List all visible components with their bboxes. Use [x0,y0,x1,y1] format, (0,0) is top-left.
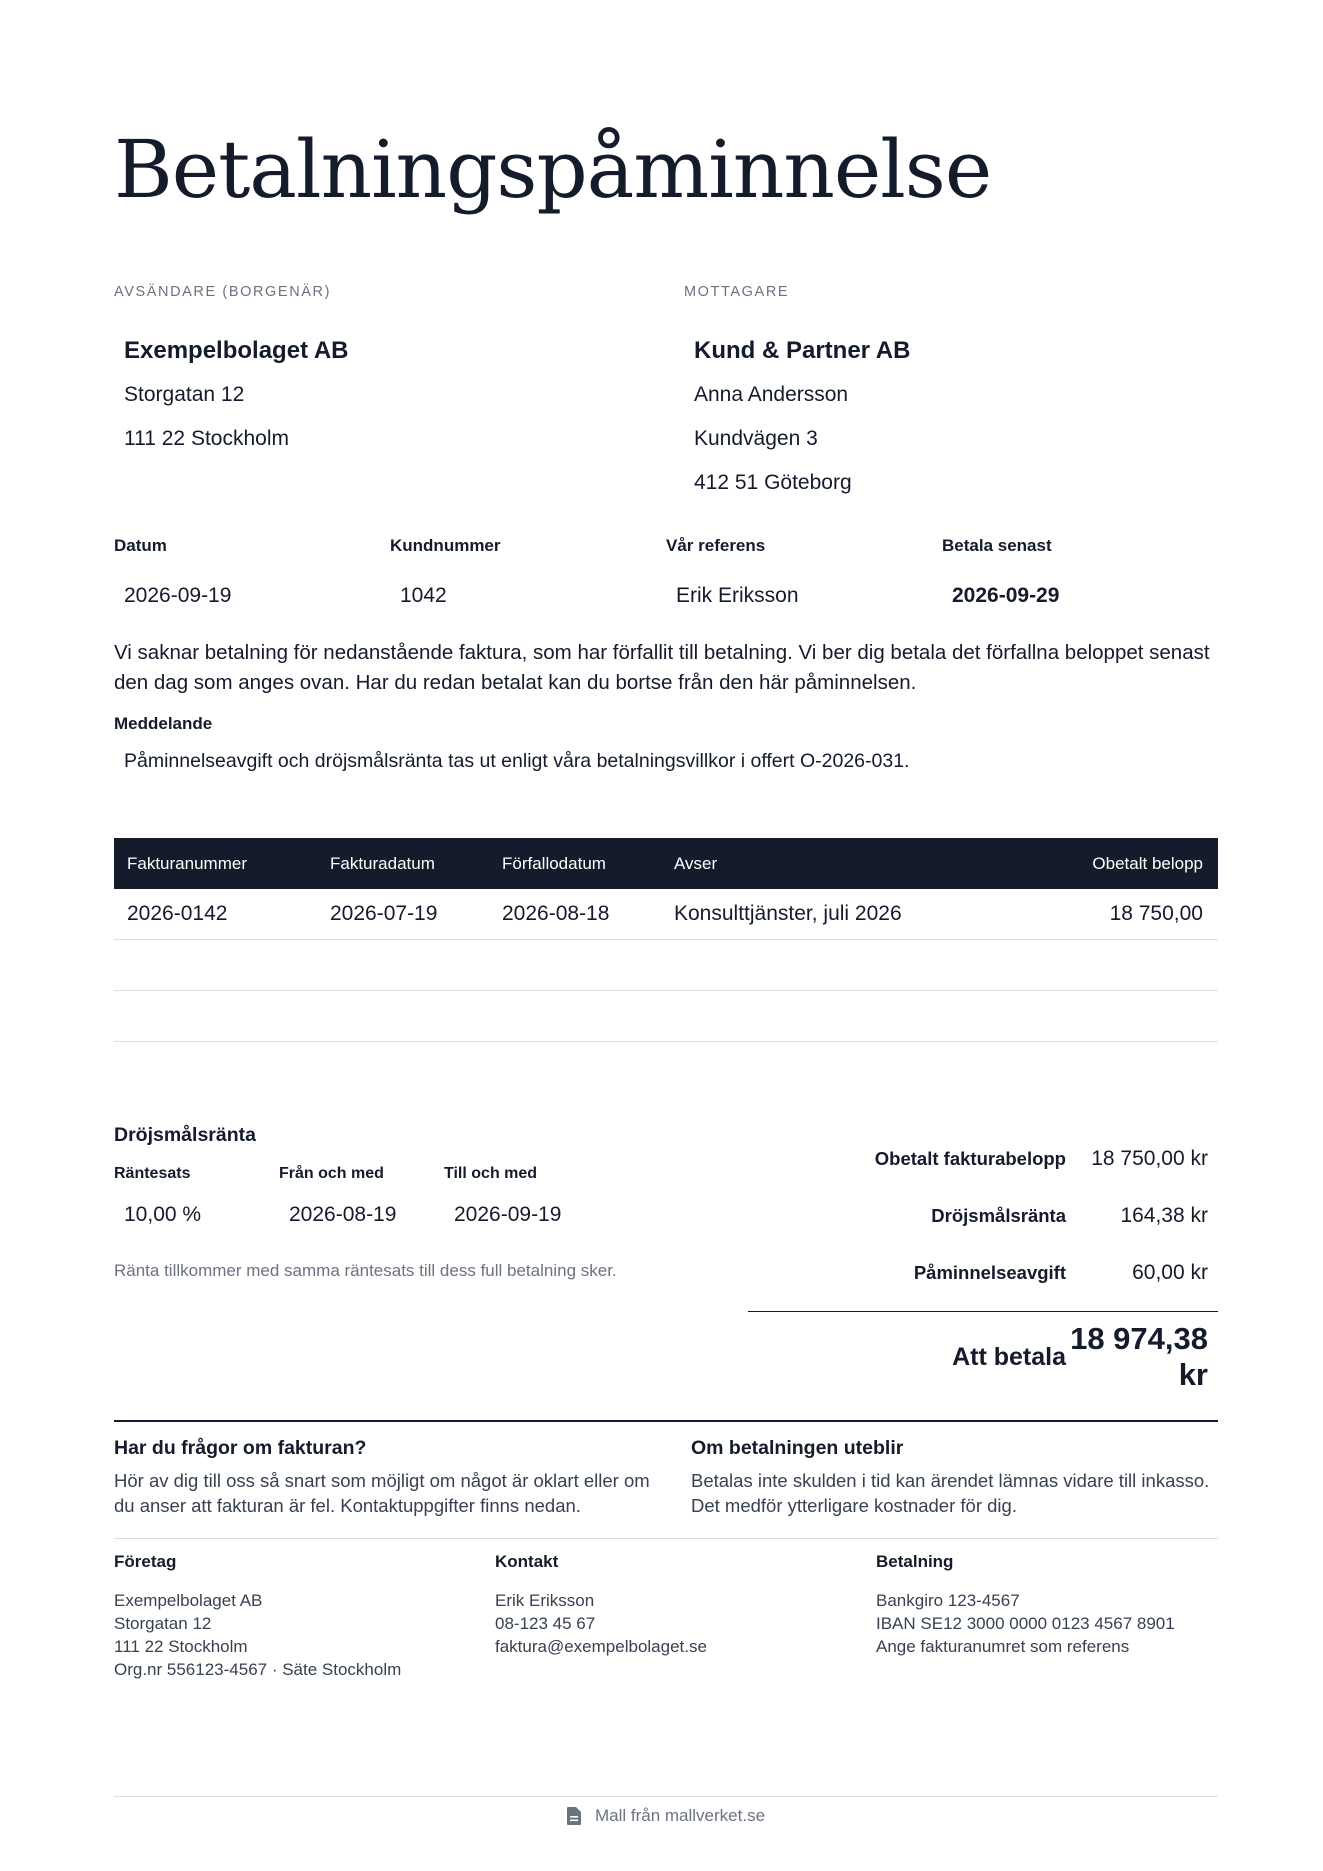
document-icon [567,1807,581,1825]
recipient-address-line: 412 51 Göteborg [694,471,852,494]
interest-heading: Dröjsmålsränta [114,1124,256,1146]
grand-total-row [748,1312,1218,1402]
column-header: Avser [674,853,718,873]
table-cell: 18 750,00 [1109,902,1203,925]
grand-total-value: 18 974,38 kr [1070,1321,1208,1392]
table-row [114,889,1218,940]
totals-row [748,1244,1218,1301]
meta-label: Vår referens [666,536,766,555]
sender-address-line: 111 22 Stockholm [124,427,289,450]
table-cell: 2026-0142 [127,902,228,925]
sender-name: Exempelbolaget AB [124,337,349,364]
footer-divider [114,1538,1218,1539]
totals-row [748,1130,1218,1187]
totals-row [748,1187,1218,1244]
meta-date [114,536,390,608]
meta-reference [666,536,942,608]
footer-payment [876,1552,1246,1658]
footer-line: 111 22 Stockholm [114,1637,248,1656]
footer-email-link[interactable]: faktura@exempelbolaget.se [495,1637,707,1656]
info-text: Betalas inte skulden i tid kan ärendet lämnas vidare till inkasso. Det medför ytterligare kostnader för dig. [691,1470,1210,1516]
footer-line: IBAN SE12 3000 0000 0123 4567 8901 [876,1614,1175,1633]
sender-block [114,284,634,454]
totals-block [748,1130,1218,1402]
document-page [114,0,1218,1871]
meta-value: 2026-09-29 [952,584,1060,607]
footer-line: Org.nr 556123-4567 · Säte Stockholm [114,1660,402,1679]
table-row [114,991,1218,1042]
meta-due-date [942,536,1218,608]
section-divider [114,1420,1218,1422]
footer-line: Bankgiro 123-4567 [876,1591,1020,1610]
interest-fields [114,1165,644,1227]
meta-customer-number [390,536,666,608]
recipient-label: MOTTAGARE [684,284,790,300]
info-text: Hör av dig till oss så snart som möjligt om något är oklart eller om du anser att fakturan är fel. Kontaktuppgifter finns nedan. [114,1470,650,1516]
info-heading: Har du frågor om fakturan? [114,1437,367,1459]
message-text: Påminnelseavgift och dröjsmålsränta tas ut enligt våra betalningsvillkor i offert O-2026-031. [124,750,910,772]
invoice-table [114,838,1218,1042]
footer-heading: Företag [114,1552,177,1571]
footer-line: Erik Eriksson [495,1591,595,1610]
meta-value: 1042 [400,584,447,607]
template-credit[interactable] [114,1806,1218,1826]
meta-label: Betala senast [942,536,1052,555]
field-label: Räntesats [114,1165,191,1182]
meta-label: Datum [114,536,167,555]
intro-text: Vi saknar betalning för nedanstående faktura, som har förfallit till betalning. Vi ber dig betala det förfallna beloppet senast den dag som anges ovan. Har du redan betalat kan du bortse från den här påminnelsen. [114,641,1210,694]
totals-label: Dröjsmålsränta [931,1204,1066,1226]
grand-total-label: Att betala [952,1342,1066,1371]
table-header [114,838,1218,889]
field-label: Från och med [279,1165,384,1182]
recipient-address-line: Kundvägen 3 [694,427,818,450]
footer-contact [495,1552,865,1658]
column-header: Fakturadatum [330,853,435,873]
recipient-address-line: Anna Andersson [694,383,849,406]
totals-label: Påminnelseavgift [913,1261,1066,1283]
meta-value: Erik Eriksson [676,584,799,607]
info-questions [114,1437,664,1518]
info-nonpayment [691,1437,1211,1518]
footer-heading: Betalning [876,1552,954,1571]
totals-value: 60,00 kr [1132,1260,1208,1284]
interest-note: Ränta tillkommer med samma räntesats till dess full betalning sker. [114,1261,617,1280]
document-title: Betalningspåminnelse [114,123,992,216]
credit-text: Mall från mallverket.se [594,1806,766,1825]
field-value: 2026-09-19 [454,1203,562,1226]
sender-address-line: Storgatan 12 [124,383,245,406]
table-cell: Konsulttjänster, juli 2026 [674,902,902,925]
recipient-block [684,284,1204,498]
field-value: 2026-08-19 [289,1203,397,1226]
table-cell: 2026-07-19 [330,902,438,925]
interest-to [444,1165,609,1227]
meta-label: Kundnummer [390,536,501,555]
footer-company [114,1552,484,1681]
totals-label: Obetalt fakturabelopp [874,1147,1066,1169]
interest-block [114,1124,644,1282]
field-value: 10,00 % [124,1203,202,1226]
footer-line: Ange fakturanumret som referens [876,1637,1130,1656]
meta-row [114,536,1218,608]
interest-from [279,1165,444,1227]
totals-value: 18 750,00 kr [1091,1146,1208,1170]
footer-line: 08-123 45 67 [495,1614,596,1633]
footer-heading: Kontakt [495,1552,559,1571]
footer-line: Storgatan 12 [114,1614,212,1633]
column-header: Obetalt belopp [1092,853,1203,873]
column-header: Förfallodatum [502,853,606,873]
interest-rate [114,1165,279,1227]
meta-value: 2026-09-19 [124,584,232,607]
totals-value: 164,38 kr [1120,1203,1208,1227]
column-header: Fakturanummer [127,853,247,873]
message-label: Meddelande [114,714,213,733]
table-cell: 2026-08-18 [502,902,610,925]
sender-label: AVSÄNDARE (BORGENÄR) [114,284,332,300]
credit-divider [114,1796,1218,1797]
table-row [114,940,1218,991]
footer-line: Exempelbolaget AB [114,1591,263,1610]
info-heading: Om betalningen uteblir [691,1437,904,1459]
field-label: Till och med [444,1165,538,1182]
recipient-name: Kund & Partner AB [694,337,911,364]
